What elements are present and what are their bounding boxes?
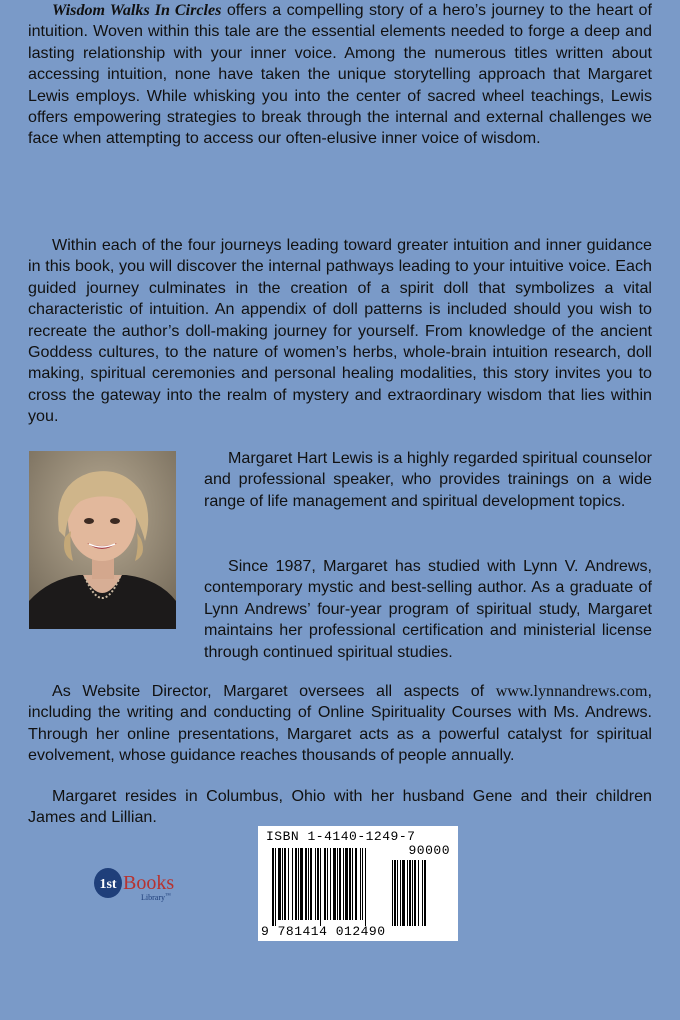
logo-word: Books <box>123 872 175 894</box>
barcode-bar <box>365 848 366 926</box>
addon-bar <box>412 860 413 926</box>
paragraph-author-study: Since 1987, Margaret has studied with Lynn V. Andrews, contemporary mystic and best-selling author. As a graduate of Lynn Andrews’ four-year program of spiritual study, Margaret maintains her professional certification and ministerial license through continued spiritual studies. <box>204 557 652 661</box>
barcode-bar <box>317 848 319 920</box>
paragraph-synopsis: Wisdom Walks In Circles offers a compelling story of a hero’s journey to the heart of intuition. Woven within this tale are the essential elements needed to forge a deep and lasting relationship with your inner voice. Among the numerous titles written about accessing intuition, none have taken the unique storytelling approach that Margaret Lewis employs. While whisking you into the center of sacred wheel teachings, Lewis offers empowering strategies to break through the internal and external challenges we face when attempting to access our often-elusive inner voice of wisdom. <box>28 1 652 148</box>
barcode-bar <box>305 848 307 920</box>
isbn-number: ISBN 1-4140-1249-7 <box>266 829 416 844</box>
ean-number: 9 781414 012490 <box>261 924 386 939</box>
author-photo <box>29 451 176 629</box>
barcode-bar <box>352 848 353 920</box>
barcode-bar <box>288 848 289 920</box>
barcode-bar <box>310 848 312 920</box>
logo-number: 1st <box>99 877 117 892</box>
addon-bar <box>402 860 405 926</box>
barcode-bar <box>272 848 274 926</box>
logo-sub: Library <box>141 893 165 902</box>
website-link[interactable]: www.lynnandrews.com <box>495 683 648 700</box>
barcode-bar <box>349 848 351 920</box>
paragraph-author-bio: Margaret Hart Lewis is a highly regarded spiritual counselor and professional speaker, who provides trainings on a wide range of life management and spiritual development topics. <box>204 449 653 510</box>
barcode-bar <box>324 848 326 920</box>
publisher-logo <box>94 865 194 905</box>
barcode-bar <box>308 848 309 920</box>
barcode-bar <box>275 848 276 926</box>
barcode-bar <box>333 848 336 920</box>
addon-bar <box>414 860 416 926</box>
addon-bar <box>397 860 398 926</box>
barcode-bar <box>292 848 293 920</box>
barcode-bar <box>295 848 297 920</box>
addon-bar <box>400 860 401 926</box>
barcode-bar <box>300 848 303 920</box>
price-code: 90000 <box>408 843 450 858</box>
barcode-bar <box>345 848 348 920</box>
barcode-bar <box>320 848 321 926</box>
barcode-bar <box>343 848 344 920</box>
addon-bar <box>422 860 423 926</box>
barcode-bar <box>362 848 363 920</box>
barcode-bar <box>282 848 283 920</box>
barcode-bar <box>337 848 338 920</box>
paragraph-journeys: Within each of the four journeys leading toward greater intuition and inner guidance in this book, you will discover the internal pathways leading to your intuitive voice. Each guided journey culminates in the creation of a spirit doll that symbolizes a vital characteristic of intuition. An appendix of doll patterns is included should you wish to recreate the author’s doll-making journey for yourself. From knowledge of the ancient Goddess cultures, to the nature of women’s herbs, whole-brain intuition research, doll making, spiritual ceremonies and personal healing modalities, this story invites you to cross the gateway into the realm of mystery and extraordinary wisdom that lies within you. <box>28 236 652 426</box>
logo-trademark: ™ <box>165 893 171 899</box>
barcode-bar <box>315 848 316 920</box>
addon-bar <box>409 860 411 926</box>
isbn-barcode <box>258 826 458 941</box>
book-title: Wisdom Walks In Circles <box>52 2 222 19</box>
addon-bar <box>424 860 426 926</box>
barcode-bar <box>330 848 331 920</box>
barcode-bar <box>339 848 341 920</box>
addon-bar <box>394 860 396 926</box>
barcode-bar <box>360 848 361 920</box>
barcode-bar <box>327 848 328 920</box>
addon-bar <box>407 860 408 926</box>
barcode-bar <box>278 848 281 920</box>
addon-bar <box>418 860 419 926</box>
barcode-bar <box>298 848 299 920</box>
paragraph-website: As Website Director, Margaret oversees all aspects of www.lynnandrews.com, including the writing and conducting of Online Spirituality Courses with Ms. Andrews. Through her online presentations, Margaret acts as a powerful catalyst for spiritual evolvement, whose guidance reaches thousands of people annually. <box>28 682 652 765</box>
paragraph-residence: Margaret resides in Columbus, Ohio with her husband Gene and their children James and Lillian. <box>28 787 652 827</box>
barcode-bar <box>284 848 286 920</box>
barcode-bar <box>355 848 357 920</box>
addon-bar <box>392 860 393 926</box>
